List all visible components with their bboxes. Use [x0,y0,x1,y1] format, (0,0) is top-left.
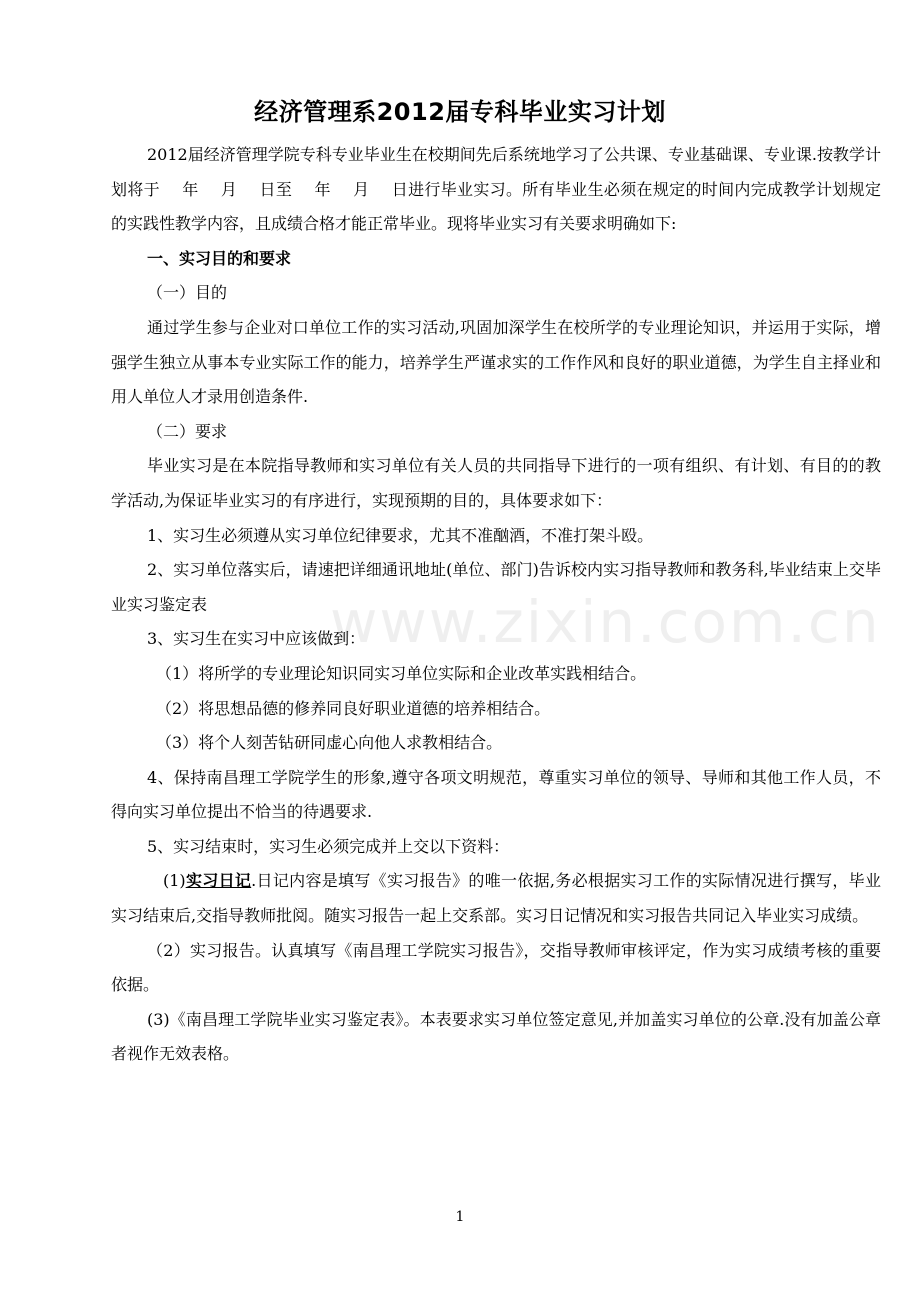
section-heading-1: 一、实习目的和要求 [147,248,292,268]
document-title: 经济管理系2012届专科毕业实习计划 [254,98,666,126]
intro-month2: 月 [352,179,370,199]
requirement-3-subitem: （3）将个人刻苦钻研同虚心向他人求教相结合。 [156,733,503,753]
materials-item-2: （2）实习报告。认真填写《南昌理工学院实习报告》，交指导教师审核评定，作为实习成绩考核的重要依据。 [111,940,881,995]
intro-day1-to: 日至 [259,179,293,199]
requirements-paragraph: 毕业实习是在本院指导教师和实习单位有关人员的共同指导下进行的一项有组织、有计划、有目的的教学活动,为保证毕业实习的有序进行，实现预期的目的，具体要求如下： [111,456,881,510]
document-body [111,138,881,1072]
materials-item-1-prefix: (1) [163,871,186,891]
intro-year1: 年 [181,179,199,199]
requirement-item-4: 4、保持南昌理工学院学生的形象,遵守各项文明规范，尊重实习单位的领导、导师和其他工作人员，不得向实习单位提出不恰当的待遇要求. [111,767,881,822]
intro-part1: 2012届经济管理学院专科专业毕业生在校期间先后系统地学习了公共课、专业基础课、专业课.按教学计划将于 [111,145,881,199]
purpose-paragraph: 通过学生参与企业对口单位工作的实习活动,巩固加深学生在校所学的专业理论知识，并运用于实际，增强学生独立从事本专业实际工作的能力，培养学生严谨求实的工作作风和良好的职业道德，为学生自主择业和用人单位人才录用创造条件. [111,317,881,407]
internship-diary-emphasis: 实习日记 [185,871,252,891]
intro-month1: 月 [220,179,238,199]
materials-item-3: (3)《南昌理工学院毕业实习鉴定表》。本表要求实习单位签定意见,并加盖实习单位的公章.没有加盖公章者视作无效表格。 [111,1009,881,1064]
requirement-item-1: 1、实习生必须遵从实习单位纪律要求，尤其不准酗酒，不准打架斗殴。 [147,525,654,545]
subsection-heading-requirements: （二）要求 [147,421,228,441]
intro-paragraph [111,138,881,242]
intro-part2: 日进行毕业实习。所有毕业生必须在规定的时间内完成教学计划规定的实践性教学内容，且成绩合格才能正常毕业。现将毕业实习有关要求明确如下: [111,179,881,234]
watermark: www.zixin.com.cn [330,588,881,656]
materials-item-1 [111,864,881,933]
requirement-3-subitem: （1）将所学的专业理论知识同实习单位实际和企业改革实践相结合。 [156,663,647,683]
requirement-item-5: 5、实习结束时，实习生必须完成并上交以下资料： [147,836,510,856]
requirement-item-2: 2、实习单位落实后，请速把详细通讯地址(单位、部门)告诉校内实习指导教师和教务科,毕业结束上交毕业实习鉴定表 [111,560,881,614]
page-number: 1 [455,1209,465,1225]
requirement-item-3: 3、实习生在实习中应该做到： [147,629,366,649]
intro-year2: 年 [314,179,331,199]
materials-item-1-text: .日记内容是填写《实习报告》的唯一依据,务必根据实习工作的实际情况进行撰写，毕业实习结束后,交指导教师批阅。随实习报告一起上交系部。实习日记情况和实习报告共同记入毕业实习成绩。 [111,871,881,926]
requirement-3-subitem: （2）将思想品德的修养同良好职业道德的培养相结合。 [156,698,551,718]
subsection-heading-purpose: （一）目的 [147,283,228,303]
